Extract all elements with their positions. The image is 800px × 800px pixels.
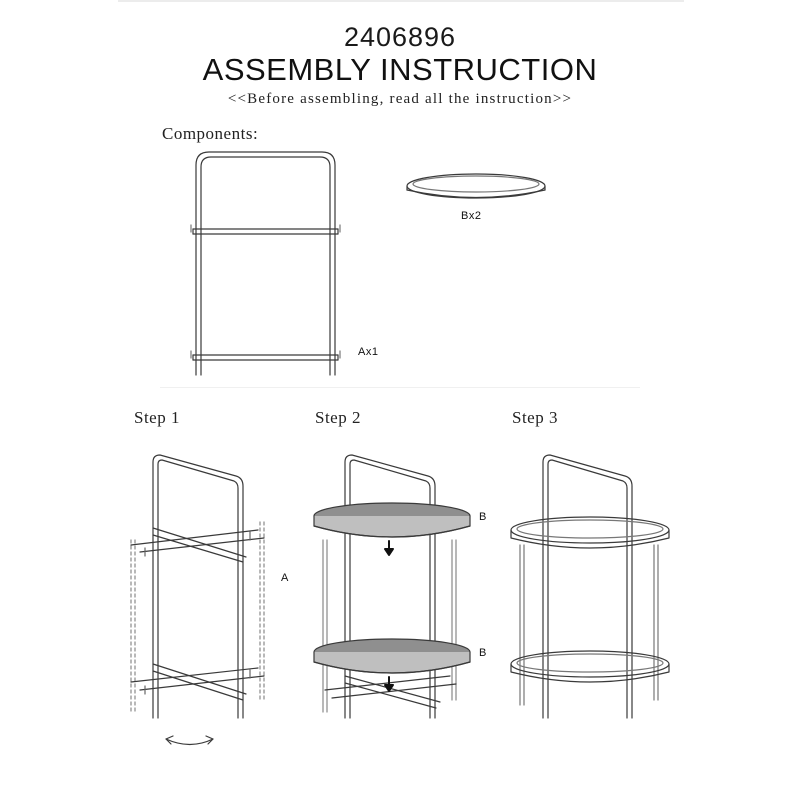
components-heading: Components:: [162, 124, 259, 143]
step-2-callout-b-lower: B: [479, 647, 487, 659]
step2-upper-tray-icon: [314, 503, 470, 537]
section-divider: [160, 387, 640, 388]
step-1-label: Step 1: [134, 408, 180, 427]
rotate-arrow-icon: [166, 736, 213, 745]
model-number: 2406896: [343, 22, 457, 52]
step2-lower-tray-icon: [314, 639, 470, 673]
page-title: ASSEMBLY INSTRUCTION: [202, 52, 598, 87]
step-2-label: Step 2: [315, 408, 361, 427]
frame-icon: [191, 152, 340, 375]
step1-frame-icon: [131, 455, 264, 718]
tray-icon: [407, 174, 545, 198]
step-2-callout-b-upper: B: [479, 511, 487, 523]
assembled-table-icon: [511, 455, 669, 718]
step-3-label: Step 3: [512, 408, 558, 427]
component-b-label: Bx2: [461, 210, 482, 222]
step-1-callout-a: A: [281, 572, 289, 584]
component-a-label: Ax1: [358, 346, 379, 358]
page-subtitle: <<Before assembling, read all the instruction>>: [227, 91, 573, 107]
